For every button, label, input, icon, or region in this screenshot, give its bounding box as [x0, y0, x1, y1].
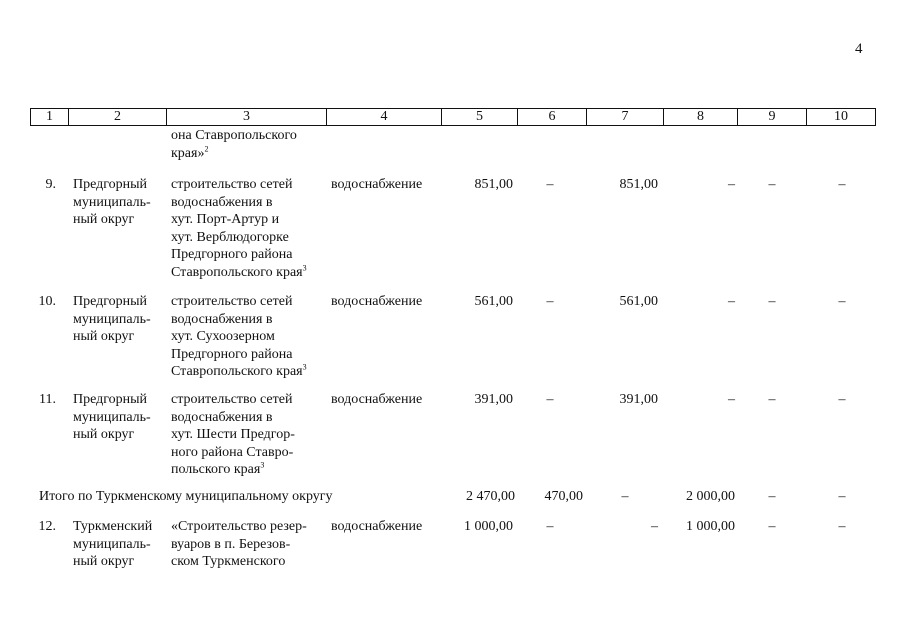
row-type: водоснабжение — [331, 294, 423, 309]
row-col-8: 1 000,00 — [686, 519, 735, 534]
description-line — [171, 391, 321, 409]
description-text: ного района Ставро- — [171, 444, 294, 460]
description-text: Предгорного района — [171, 346, 293, 362]
row-col-10: – — [838, 294, 846, 309]
footnote-mark: 3 — [302, 262, 307, 272]
row-type: водоснабжение — [331, 177, 423, 192]
description-text: водоснабжения в — [171, 311, 273, 327]
description-line — [171, 194, 321, 212]
row-col-5: 1 000,00 — [464, 519, 513, 534]
description-line — [171, 553, 321, 571]
total-col-9: – — [768, 489, 776, 504]
region-line: муниципаль- — [73, 311, 151, 327]
row-region — [73, 176, 165, 229]
description-line — [171, 264, 321, 282]
description-text: ском Туркменского — [171, 554, 286, 569]
description-line — [171, 518, 321, 536]
row-col-5: 561,00 — [474, 294, 513, 309]
region-line: муниципаль- — [73, 536, 151, 552]
row-col-7: 391,00 — [619, 392, 658, 407]
row-col-9: – — [768, 392, 776, 407]
header-col-9: 9 — [737, 108, 806, 126]
description-line — [171, 409, 321, 427]
description-line — [171, 536, 321, 554]
description-text: строительство сетей — [171, 177, 293, 192]
description-text: хут. Верблюдогорке — [171, 229, 289, 245]
description-text: хут. Порт-Артур и — [171, 212, 280, 227]
row-col-10: – — [838, 177, 846, 192]
region-line: ный округ — [73, 554, 135, 569]
header-col-8: 8 — [663, 108, 737, 126]
region-line: ный округ — [73, 329, 135, 344]
row-col-7: 561,00 — [619, 294, 658, 309]
description-line — [171, 461, 321, 479]
header-col-3: 3 — [166, 108, 326, 126]
description-text: «Строительство резер- — [171, 519, 307, 534]
description-line — [171, 246, 321, 264]
description-line — [171, 363, 321, 381]
header-col-4: 4 — [326, 108, 441, 126]
row-col-6: – — [546, 519, 554, 534]
region-line: Предгорный — [73, 392, 148, 407]
row-number: 10. — [38, 294, 56, 309]
total-col-7: – — [621, 489, 629, 504]
total-col-8: 2 000,00 — [686, 489, 735, 504]
row-region — [73, 391, 165, 444]
description-text: строительство сетей — [171, 294, 293, 309]
row-col-9: – — [768, 294, 776, 309]
row-col-6: – — [546, 177, 554, 192]
row-number: 11. — [39, 392, 56, 407]
row-description — [171, 176, 321, 281]
region-line: муниципаль- — [73, 194, 151, 210]
description-text: Ставропольского края — [171, 264, 303, 280]
region-line: ный округ — [73, 427, 135, 442]
total-col-5: 2 470,00 — [466, 489, 515, 504]
row-number: 12. — [38, 519, 56, 534]
row-col-6: – — [546, 392, 554, 407]
header-col-2: 2 — [68, 108, 166, 126]
row-type: водоснабжение — [331, 392, 423, 407]
row-col-10: – — [838, 392, 846, 407]
row-description — [171, 391, 321, 479]
row-col-8: – — [728, 392, 735, 407]
description-line — [171, 311, 321, 329]
description-line — [171, 229, 321, 247]
row-region — [73, 293, 165, 346]
row-description — [171, 293, 321, 381]
row-col-8: – — [728, 294, 735, 309]
table-header-row — [30, 108, 876, 126]
region-line: Туркменский — [73, 519, 153, 534]
description-line — [171, 176, 321, 194]
footnote-mark: 3 — [302, 362, 307, 372]
header-col-5: 5 — [441, 108, 517, 126]
description-text: Предгорного района — [171, 247, 293, 262]
description-line — [171, 444, 321, 462]
description-text: строительство сетей — [171, 392, 293, 407]
row-col-5: 851,00 — [474, 177, 513, 192]
row-number: 9. — [45, 177, 56, 192]
region-line: ный округ — [73, 212, 135, 227]
row-col-10: – — [838, 519, 846, 534]
description-text: водоснабжения в — [171, 409, 273, 425]
row-col-7: 851,00 — [619, 177, 658, 192]
header-col-7: 7 — [586, 108, 663, 126]
footnote-mark: 3 — [260, 460, 265, 470]
row-col-9: – — [768, 519, 776, 534]
row-type: водоснабжение — [331, 519, 423, 534]
page-number: 4 — [855, 41, 863, 57]
header-col-10: 10 — [806, 108, 876, 126]
description-text: польского края — [171, 462, 261, 477]
description-line — [171, 293, 321, 311]
description-text: вуаров в п. Березов- — [171, 536, 291, 552]
description-line — [171, 211, 321, 229]
total-col-6: 470,00 — [544, 489, 583, 504]
total-label: Итого по Туркменскому муниципальному округу — [39, 489, 333, 504]
region-line: Предгорный — [73, 294, 148, 309]
continuation-text: она Ставропольского края»$^2$ — [171, 128, 297, 161]
row-col-5: 391,00 — [474, 392, 513, 407]
row-col-7: – — [651, 519, 658, 534]
description-text: Ставропольского края — [171, 364, 303, 379]
description-text: хут. Шести Предгор- — [171, 427, 295, 442]
row-col-9: – — [768, 177, 776, 192]
total-col-10: – — [838, 489, 846, 504]
row-col-8: – — [728, 177, 735, 192]
header-col-1: 1 — [30, 108, 68, 126]
header-col-6: 6 — [517, 108, 586, 126]
row-region — [73, 518, 165, 571]
row-description — [171, 518, 321, 571]
description-text: хут. Сухоозерном — [171, 329, 275, 344]
row-col-6: – — [546, 294, 554, 309]
description-line — [171, 346, 321, 364]
region-line: Предгорный — [73, 177, 148, 192]
description-text: водоснабжения в — [171, 194, 273, 210]
region-line: муниципаль- — [73, 409, 151, 425]
description-line — [171, 328, 321, 346]
description-line — [171, 426, 321, 444]
